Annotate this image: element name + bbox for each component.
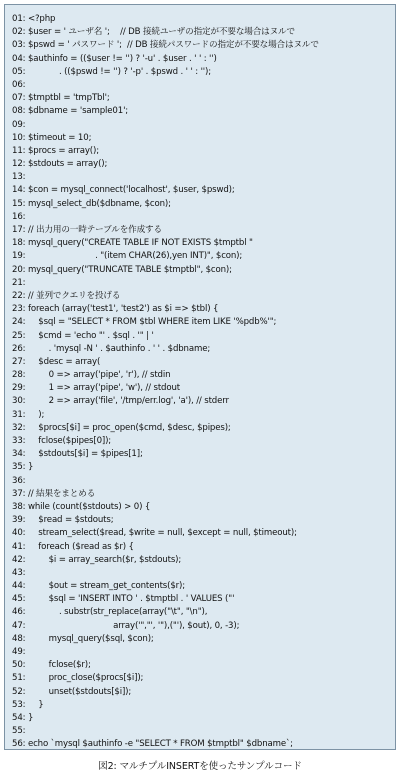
code-line: 01: <?php <box>12 14 56 24</box>
code-line: 02: $user = ' ユーザ名 '; // DB 接続ユーザの指定が不要な場合はヌルで <box>12 27 295 38</box>
code-line: 17: // 出力用の一時テーブルを作成する <box>12 225 162 235</box>
code-line: 38: while (count($stdouts) > 0) { <box>12 501 151 512</box>
code-line: 25: $cmd = 'echo "' . $sql . '" | ' <box>12 330 154 341</box>
code-line: 11: $procs = array(); <box>12 145 99 156</box>
code-line: 49: <box>12 647 26 657</box>
code-line: 28: 0 => array('pipe', 'r'), // stdin <box>12 370 171 381</box>
code-line: 30: 2 => array('file', '/tmp/err.log', 'a'), // stderr <box>12 396 229 407</box>
code-line: 24: $sql = "SELECT * FROM $tbl WHERE item LIKE '%pdb%'"; <box>12 317 277 328</box>
code-line: 18: mysql_query("CREATE TABLE IF NOT EXISTS $tmptbl " <box>12 238 253 249</box>
code-line: 48: mysql_query($sql, $con); <box>12 633 154 644</box>
code-line: 23: foreach (array('test1', 'test2') as $i => $tbl) { <box>12 304 219 315</box>
code-line: 19: . "(item CHAR(26),yen INT)", $con); <box>12 251 243 262</box>
code-line: 06: <box>12 79 26 90</box>
code-line: 44: $out = stream_get_contents($r); <box>12 581 185 592</box>
code-line: 26: . 'mysql -N ' . $authinfo . ' ' . $dbname; <box>12 343 211 354</box>
code-line: 27: $desc = array( <box>12 356 101 367</box>
code-line: 55: <box>12 726 26 737</box>
code-line: 13: <box>12 172 26 183</box>
code-line: 04: $authinfo = (($user != '') ? '-u' . $user . ' ' : '') <box>12 53 217 64</box>
code-line: 03: $pswd = ' パスワード '; // DB 接続パスワードの指定が不要な場合はヌルで <box>12 40 319 51</box>
figure-caption: 図2: マルチプルINSERTを使ったサンプルコード <box>98 761 302 772</box>
code-line: 50: fclose($r); <box>12 660 91 671</box>
code-line: 14: $con = mysql_connect('localhost', $user, $pswd); <box>12 185 235 196</box>
code-line: 43: <box>12 567 26 578</box>
code-line: 51: proc_close($procs[$i]); <box>12 673 144 684</box>
code-line: 54: } <box>12 712 34 723</box>
code-line: 52: unset($stdouts[$i]); <box>12 686 132 697</box>
code-line: 42: $i = array_search($r, $stdouts); <box>12 554 182 565</box>
code-listing-panel <box>4 4 396 750</box>
code-line: 31: ); <box>12 409 45 420</box>
code-line: 45: $sql = 'INSERT INTO ' . $tmptbl . ' VALUES ("' <box>12 594 235 605</box>
code-line: 20: mysql_query("TRUNCATE TABLE $tmptbl", $con); <box>12 264 232 275</box>
code-line: 29: 1 => array('pipe', 'w'), // stdout <box>12 383 180 394</box>
code-line: 22: // 並列でクエリを投げる <box>12 290 121 301</box>
code-line: 53: } <box>12 699 44 710</box>
code-line: 40: stream_select($read, $write = null, $except = null, $timeout); <box>12 528 297 539</box>
code-line: 21: <box>12 277 26 288</box>
code-line: 32: $procs[$i] = proc_open($cmd, $desc, $pipes); <box>12 422 231 433</box>
code-line: 15: mysql_select_db($dbname, $con); <box>12 198 171 209</box>
code-line: 12: $stdouts = array(); <box>12 159 108 170</box>
code-line: 08: $dbname = 'sample01'; <box>12 106 129 117</box>
code-line: 16: <box>12 211 26 222</box>
code-line: 47: array('","', '"),("'), $out), 0, -3); <box>12 620 240 631</box>
code-lines <box>12 13 393 752</box>
code-line: 05: . (($pswd != '') ? '-p' . $pswd . ' ' : ''); <box>12 66 211 77</box>
code-line: 33: fclose($pipes[0]); <box>12 436 112 446</box>
code-line: 35: } <box>12 462 34 473</box>
code-line: 46: . substr(str_replace(array("\t", "\n"), <box>12 607 208 618</box>
code-line: 10: $timeout = 10; <box>12 132 92 143</box>
code-line: 07: $tmptbl = 'tmpTbl'; <box>12 93 110 104</box>
code-line: 56: echo `mysql $authinfo -e "SELECT * FROM $tmptbl" $dbname`; <box>12 739 293 750</box>
code-line: 09: <box>12 119 26 130</box>
code-line: 34: $stdouts[$i] = $pipes[1]; <box>12 449 143 460</box>
code-line: 39: $read = $stdouts; <box>12 515 114 526</box>
code-line: 41: foreach ($read as $r) { <box>12 541 134 552</box>
code-line: 36: <box>12 475 26 486</box>
code-line: 37: // 結果をまとめる <box>12 488 96 499</box>
